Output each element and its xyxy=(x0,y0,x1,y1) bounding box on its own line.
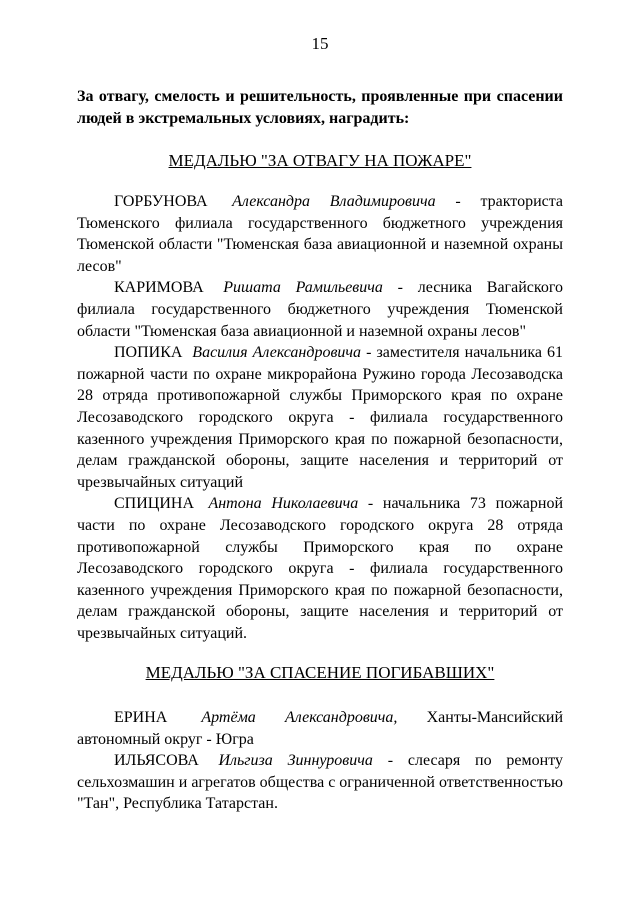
awardee-details: - начальника 73 пожарной части по охране Лесозаводского городского округа 28 отряда противопожарной службы Приморского края по охране Лесозаводского городского округа - филиала государственного казенного учреждения Приморского края по пожарной безопасности, делам гражданской обороны, защите населения и территорий от чрезвычайных ситуаций. xyxy=(77,495,564,642)
medal-heading-saving-drowning: МЕДАЛЬЮ "ЗА СПАСЕНИЕ ПОГИБАВШИХ" xyxy=(145,663,495,682)
awardee-entry xyxy=(77,277,563,342)
awardee-given-names: Антона Николаевича xyxy=(208,495,359,513)
awardee-entry xyxy=(77,707,563,750)
awardee-surname: ЕРИНА xyxy=(114,709,168,726)
awardee-surname: СПИЦИНА xyxy=(114,495,194,513)
awardee-list-saving-drowning xyxy=(77,707,563,815)
medal-heading-courage-fire: МЕДАЛЬЮ "ЗА ОТВАГУ НА ПОЖАРЕ" xyxy=(168,151,472,170)
awardee-details: - заместителя начальника 61 пожарной части по охране микрорайона Ружино города Лесозаводска 28 отряда противопожарной службы Приморского края по охране Лесозаводского городского округа - филиала государственного казенного учреждения Приморского края по пожарной безопасности, делам гражданской обороны, защите населения и территорий от чрезвычайных ситуаций xyxy=(77,344,564,491)
awardee-entry xyxy=(77,493,563,644)
awardee-surname: ПОПИКА xyxy=(114,344,183,362)
awardee-given-names: Ильгиза Зиннуровича xyxy=(218,752,373,770)
awardee-details: - тракториста Тюменского филиала государственного бюджетного учреждения Тюменской области "Тюменская база авиационной и наземной охраны лесов" xyxy=(77,193,564,275)
awardee-given-names: Артёма Александровича, xyxy=(201,709,398,726)
award-intro: За отвагу, смелость и решительность, проявленные при спасении людей в экстремальных условиях, наградить: xyxy=(77,88,563,127)
awardee-entry xyxy=(77,342,563,493)
awardee-list-courage-fire xyxy=(77,191,563,644)
awardee-given-names: Ришата Рамильевича xyxy=(223,279,383,297)
awardee-surname: ИЛЬЯСОВА xyxy=(114,752,199,770)
awardee-given-names: Василия Александровича xyxy=(192,344,362,362)
awardee-details: - слесаря по ремонту сельхозмашин и агрегатов общества с ограниченной ответственностью "Тан", Республика Татарстан. xyxy=(77,752,563,813)
awardee-surname: КАРИМОВА xyxy=(114,279,204,297)
awardee-entry xyxy=(77,750,563,815)
awardee-given-names: Александра Владимировича xyxy=(232,193,436,210)
awardee-details: - лесника Вагайского филиала государственного бюджетного учреждения Тюменской области "Тюменская база авиационной и наземной охраны лесов" xyxy=(77,279,564,340)
awardee-surname: ГОРБУНОВА xyxy=(114,193,208,210)
awardee-details: Ханты-Мансийский автономный округ - Югра xyxy=(77,709,564,748)
awardee-entry xyxy=(77,191,563,277)
page-number: 15 xyxy=(311,34,329,53)
